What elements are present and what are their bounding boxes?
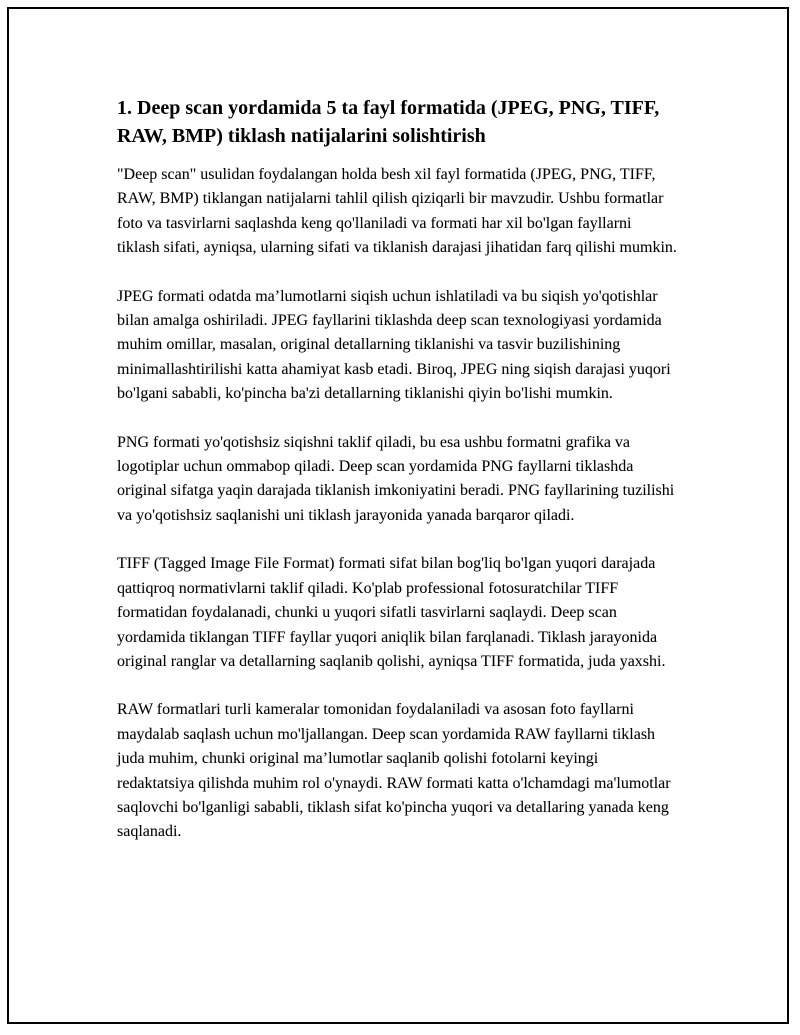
- paragraph-png: PNG formati yo'qotishsiz siqishni taklif qiladi, bu esa ushbu formatni grafika va logotiplar uchun ommabop qiladi. Deep scan yordamida PNG fayllarni tiklashda original sifatga yaqin darajada tiklanish imkoniyatini beradi. PNG fayllarining tuzilishi va yo'qotishsiz saqlanishi uni tiklash jarayonida yanada barqaror qiladi.: [117, 433, 675, 524]
- paragraph-jpeg: JPEG formati odatda ma’lumotlarni siqish uchun ishlatiladi va bu siqish yo'qotishlar bilan amalga oshiriladi. JPEG fayllarini tiklashda deep scan texnologiyasi yordamida muhim omillar, masalan, original detallarning tiklanishi va tasvir buzilishining minimallashtirilishi katta ahamiyat kasb etadi. Biroq, JPEG ning siqish darajasi yuqori bo'lgani sababli, ko'pincha ba'zi detallarning tiklanishi qiyin bo'lishi mumkin.: [117, 287, 671, 403]
- section-heading: 1. Deep scan yordamida 5 ta fayl formatida (JPEG, PNG, TIFF, RAW, BMP) tiklash natijalarini solishtirish: [117, 97, 660, 147]
- paragraph-intro: "Deep scan" usulidan foydalangan holda besh xil fayl formatida (JPEG, PNG, TIFF, RAW, BMP) tiklangan natijalarni tahlil qilish qiziqarli bir mavzudir. Ushbu formatlar foto va tasvirlarni saqlashda keng qo'llaniladi va formati har xil bo'lgan fayllarni tiklash sifati, ayniqsa, ularning sifati va tiklanish darajasi jihatidan farq qilishi mumkin.: [117, 166, 677, 257]
- paragraph-raw: RAW formatlari turli kameralar tomonidan foydalaniladi va asosan foto fayllarni maydalab saqlash uchun mo'ljallangan. Deep scan yordamida RAW fayllarni tiklash juda muhim, chunki original ma’lumotlar saqlanib qolishi fotolarni keyingi redaktatsiya qilishda muhim rol o'ynaydi. RAW formati katta o'lchamdagi ma'lumotlar saqlovchi bo'lganligi sababli, tiklash sifat ko'pincha yuqori va detallaring yanada keng saqlanadi.: [117, 701, 671, 841]
- paragraph-tiff: TIFF (Tagged Image File Format) formati sifat bilan bog'liq bo'lgan yuqori darajada qattiqroq normativlarni taklif qiladi. Ko'plab professional fotosuratchilar TIFF formatidan foydalanadi, chunki u yuqori sifatli tasvirlarni saqlaydi. Deep scan yordamida tiklangan TIFF fayllar yuqori aniqlik bilan farqlanadi. Tiklash jarayonida original ranglar va detallarning saqlanib qolishi, ayniqsa TIFF formatida, juda yaxshi.: [117, 555, 666, 670]
- document-body: [117, 94, 677, 869]
